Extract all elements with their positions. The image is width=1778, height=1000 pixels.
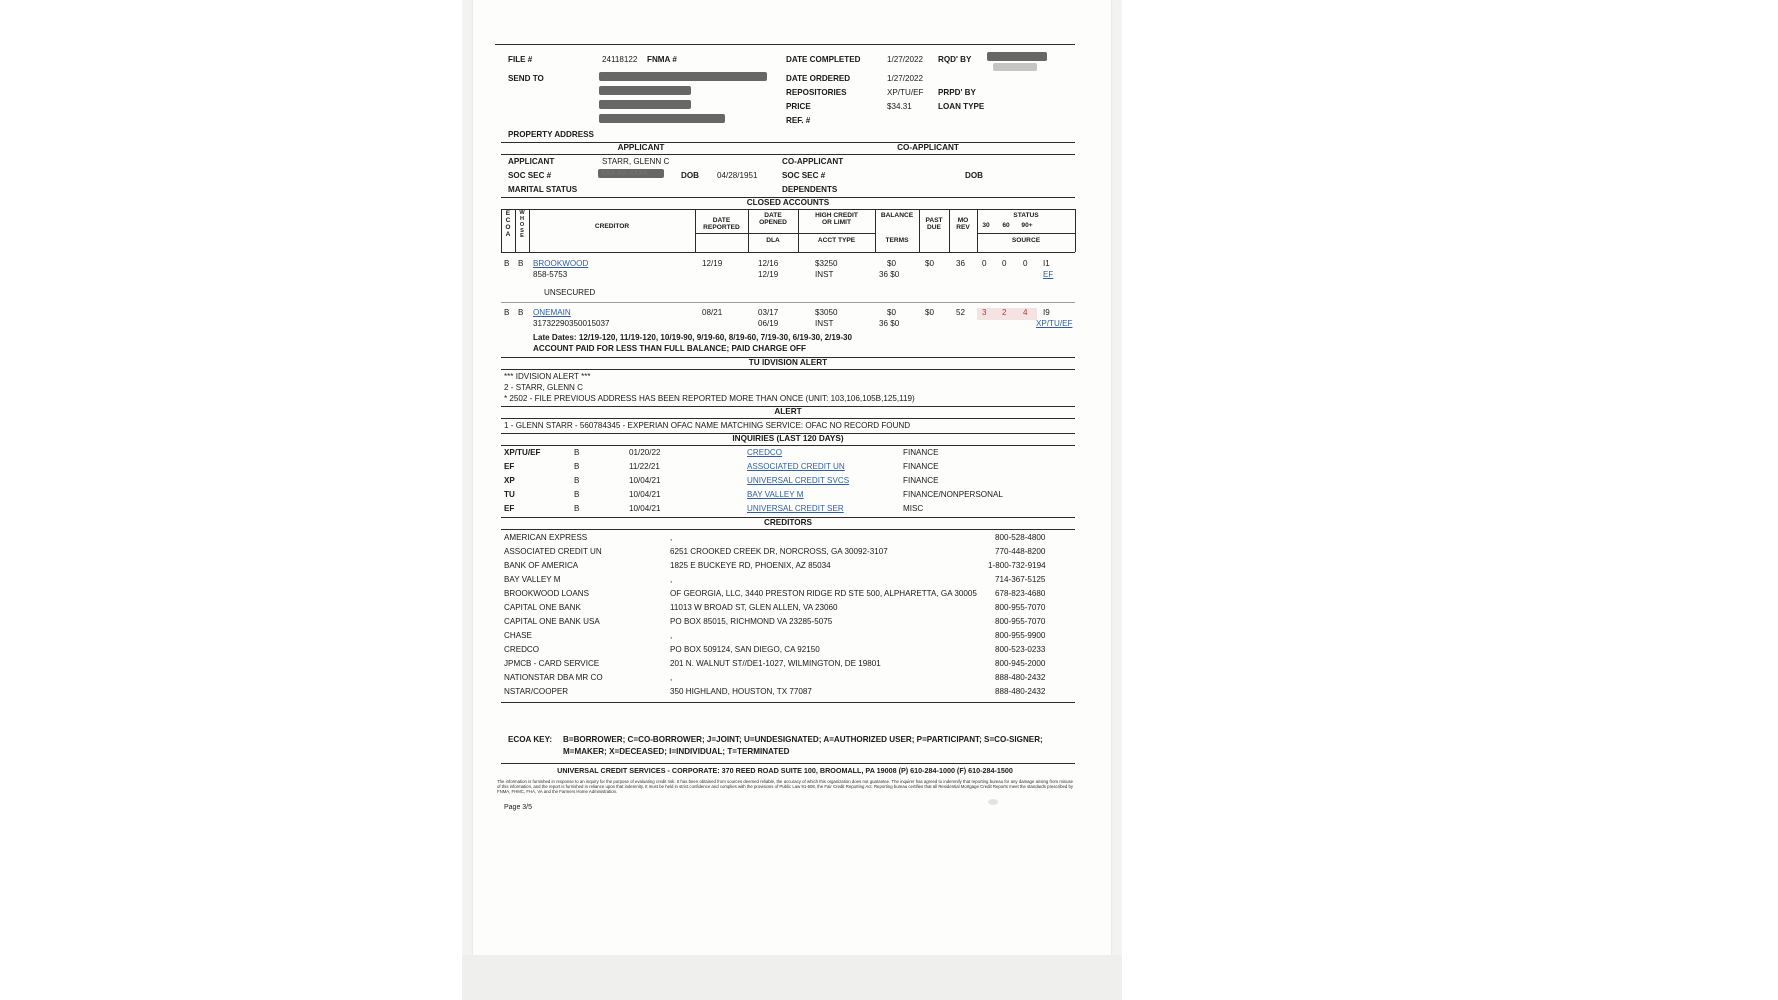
row-0-date-reported: 12/19	[702, 259, 723, 268]
creditor-0-phone: 800-528-4800	[995, 533, 1046, 542]
tu-alert-line-2: * 2502 - FILE PREVIOUS ADDRESS HAS BEEN REPORTED MORE THAN ONCE (UNIT: 103,106,105B,125,119)	[504, 394, 915, 403]
row-0-acct-type: INST	[815, 270, 834, 279]
scan-artifact	[988, 799, 998, 805]
inquiry-3-name[interactable]: BAY VALLEY M	[747, 490, 804, 499]
send-to-redaction-1	[599, 72, 767, 81]
row-1-whose: B	[518, 308, 524, 317]
inquiry-2-type: FINANCE	[903, 476, 939, 485]
prpd-by-label: PRPD' BY	[938, 88, 976, 97]
header-past-due: PAST DUE	[925, 217, 943, 231]
row-1-balance: $0	[887, 308, 897, 317]
tu-alert-band: TU IDVISION ALERT	[748, 358, 828, 367]
send-to-label: SEND TO	[508, 74, 544, 83]
row-0-note: UNSECURED	[544, 288, 596, 297]
row-1-date-opened: 03/17	[758, 308, 779, 317]
header-status: STATUS	[1013, 212, 1039, 219]
loan-type-label: LOAN TYPE	[938, 102, 985, 111]
divider-top	[495, 44, 1075, 45]
price-label: PRICE	[786, 102, 811, 111]
divider-inquiries-bottom	[501, 445, 1075, 446]
row-1-remark: ACCOUNT PAID FOR LESS THAN FULL BALANCE; PAID CHARGE OFF	[533, 344, 806, 353]
file-number-value: 24118122	[602, 55, 638, 64]
creditor-0-name: AMERICAN EXPRESS	[504, 533, 588, 542]
header-60: 60	[1002, 222, 1010, 229]
ecoa-key-line-2: M=MAKER; X=DECEASED; I=INDIVIDUAL; T=TERMINATED	[563, 747, 790, 756]
row-0-balance: $0	[887, 259, 897, 268]
row-1-mo-rev: 52	[956, 308, 966, 317]
header-source: SOURCE	[1011, 237, 1041, 244]
creditor-11-address: 350 HIGHLAND, HOUSTON, TX 77087	[670, 687, 812, 696]
creditor-6-address: PO BOX 85015, RICHMOND VA 23285-5075	[670, 617, 833, 626]
ecoa-key-line-1: B=BORROWER; C=CO-BORROWER; J=JOINT; U=UNDESIGNATED; A=AUTHORIZED USER; P=PARTICIPANT; S=CO-SIGNER;	[563, 735, 1043, 744]
date-ordered-value: 1/27/2022	[887, 74, 924, 83]
creditor-6-name: CAPITAL ONE BANK USA	[504, 617, 600, 626]
inquiry-3-bureau: TU	[504, 490, 515, 499]
applicant-label: APPLICANT	[508, 157, 555, 166]
row-1-dla: 06/19	[758, 319, 779, 328]
creditors-band: CREDITORS	[763, 518, 813, 527]
row-0-date-opened: 12/16	[758, 259, 779, 268]
creditor-10-name: NATIONSTAR DBA MR CO	[504, 673, 603, 682]
row-divider-0	[501, 302, 1075, 303]
inquiry-4-bureau: EF	[504, 504, 515, 513]
tu-alert-line-0: *** IDVISION ALERT ***	[504, 372, 591, 381]
creditor-11-name: NSTAR/COOPER	[504, 687, 569, 696]
inquiry-1-date: 11/22/21	[629, 462, 660, 471]
row-0-high-credit: $3250	[815, 259, 838, 268]
ref-label: REF. #	[786, 116, 811, 125]
send-to-redaction-2	[599, 86, 691, 95]
divider-tu-bottom	[501, 369, 1075, 370]
marital-status-label: MARITAL STATUS	[508, 185, 578, 194]
creditor-5-phone: 800-955-7070	[995, 603, 1046, 612]
creditor-4-phone: 678-823-4680	[995, 589, 1046, 598]
applicant-band: APPLICANT	[617, 143, 665, 152]
creditor-3-address: ,	[670, 575, 673, 584]
closed-accounts-band: CLOSED ACCOUNTS	[746, 198, 830, 207]
repositories-value: XP/TU/EF	[887, 88, 924, 97]
creditor-10-address: ,	[670, 673, 673, 682]
row-0-account: 858-5753	[533, 270, 568, 279]
divider-creditors-bottom	[501, 529, 1075, 530]
creditor-9-phone: 800-945-2000	[995, 659, 1046, 668]
send-to-redaction-4	[599, 114, 725, 123]
creditor-11-phone: 888-480-2432	[995, 687, 1046, 696]
credit-report-page	[495, 30, 1095, 820]
date-completed-label: DATE COMPLETED	[786, 55, 861, 64]
creditor-8-phone: 800-523-0233	[995, 645, 1046, 654]
inquiry-2-bureau: XP	[504, 476, 515, 485]
ssn-label: SOC SEC #	[508, 171, 552, 180]
fnma-label: FNMA #	[647, 55, 677, 64]
row-0-terms: 36 $0	[879, 270, 900, 279]
divider-alert-bottom	[501, 418, 1075, 419]
row-1-30: 3	[982, 308, 987, 317]
page-number: Page 3/5	[504, 804, 533, 811]
creditor-1-name: ASSOCIATED CREDIT UN	[504, 547, 602, 556]
row-0-past-due: $0	[925, 259, 935, 268]
inquiry-0-date: 01/20/22	[629, 448, 661, 457]
inquiry-1-bureau: EF	[504, 462, 515, 471]
property-address-label: PROPERTY ADDRESS	[508, 130, 594, 139]
inquiry-1-type: FINANCE	[903, 462, 939, 471]
header-ecoa: E C O A	[505, 210, 511, 238]
scan-page-footer-area	[462, 955, 1122, 1000]
applicant-name: STARR, GLENN C	[602, 157, 670, 166]
rqd-by-redaction-2	[993, 63, 1037, 71]
table-head-bottom	[501, 252, 1075, 253]
inquiry-4-date: 10/04/21	[629, 504, 661, 513]
ssn-redacted-text: XXX-XX-XXXX	[601, 170, 648, 177]
creditor-4-address: OF GEORGIA, LLC, 3440 PRESTON RIDGE RD STE 500, ALPHARETTA, GA 30005	[670, 589, 977, 598]
dob-label: DOB	[681, 171, 699, 180]
price-value: $34.31	[887, 102, 912, 111]
row-1-account: 31732290350015037	[533, 319, 610, 328]
creditor-7-name: CHASE	[504, 631, 532, 640]
header-90: 90+	[1021, 222, 1033, 229]
row-1-creditor[interactable]: ONEMAIN	[533, 308, 571, 317]
file-number-label: FILE #	[508, 55, 533, 64]
creditor-1-phone: 770-448-8200	[995, 547, 1046, 556]
header-30: 30	[982, 222, 990, 229]
date-completed-value: 1/27/2022	[887, 55, 924, 64]
table-head-split	[695, 233, 875, 234]
coapplicant-label: CO-APPLICANT	[782, 157, 844, 166]
inquiry-4-ecoa: B	[574, 504, 580, 513]
creditor-6-phone: 800-955-7070	[995, 617, 1046, 626]
row-0-ecoa: B	[504, 259, 510, 268]
inquiries-band: INQUIRIES (LAST 120 DAYS)	[732, 434, 844, 443]
alert-line-0: 1 - GLENN STARR - 560784345 - EXPERIAN OFAC NAME MATCHING SERVICE: OFAC NO RECORD FOUND	[504, 421, 911, 430]
send-to-redaction-3	[599, 100, 691, 109]
header-acct-type: ACCT TYPE	[817, 237, 856, 244]
footer-disclaimer: The information is furnished in response to an inquiry for the purpose of evaluating credit risk. It has been obtained from sources deemed reliable, the accuracy of which this organization does not guarantee. The inquirer has agreed to indemnify that reporting bureau for any damage arising from misuse of this information, and the report is furnished in reliance upon that indemnity. It must be held in strict confidence and complies with the provisions of Public Law 91-508, the Fair Credit Reporting Act. Reporting bureau certifies that all Residential Mortgage Credit Reports meet the standards prescribed by FNMA, FHMC, FHA, VA and the Farmers Home Administration.	[497, 779, 1073, 795]
creditor-8-name: CREDCO	[504, 645, 540, 654]
rqd-by-label: RQD' BY	[938, 55, 972, 64]
divider-footer-top	[501, 763, 1075, 764]
row-1-status: I9	[1043, 308, 1050, 317]
tu-alert-line-1: 2 - STARR, GLENN C	[504, 383, 584, 392]
footer-company: UNIVERSAL CREDIT SERVICES - CORPORATE: 370 REED ROAD SUITE 100, BROOMALL, PA 19008 (P) 610-284-1000 (F) 610-284-1500	[557, 766, 1013, 775]
header-whose: W H O S E	[519, 210, 525, 240]
row-1-past-due: $0	[925, 308, 935, 317]
creditor-1-address: 6251 CROOKED CREEK DR, NORCROSS, GA 30092-3107	[670, 547, 888, 556]
row-0-mo-rev: 36	[956, 259, 966, 268]
row-0-90: 0	[1023, 259, 1028, 268]
row-0-source[interactable]: EF	[1043, 270, 1054, 279]
table-head-top	[501, 209, 1075, 210]
row-0-60: 0	[1002, 259, 1007, 268]
co-ssn-label: SOC SEC #	[782, 171, 826, 180]
creditor-2-name: BANK OF AMERICA	[504, 561, 579, 570]
creditor-4-name: BROOKWOOD LOANS	[504, 589, 589, 598]
header-high-credit: HIGH CREDIT OR LIMIT	[815, 212, 858, 226]
creditor-5-address: 11013 W BROAD ST, GLEN ALLEN, VA 23060	[670, 603, 838, 612]
inquiry-0-type: FINANCE	[903, 448, 939, 457]
inquiry-3-type: FINANCE/NONPERSONAL	[903, 490, 1003, 499]
creditor-9-name: JPMCB - CARD SERVICE	[504, 659, 600, 668]
inquiry-0-ecoa: B	[574, 448, 580, 457]
creditor-10-phone: 888-480-2432	[995, 673, 1046, 682]
header-creditor: CREDITOR	[594, 223, 630, 230]
creditor-3-name: BAY VALLEY M	[504, 575, 561, 584]
creditor-9-address: 201 N. WALNUT ST//DE1-1027, WILMINGTON, DE 19801	[670, 659, 881, 668]
row-1-late-dates: Late Dates: 12/19-120, 11/19-120, 10/19-90, 9/19-60, 8/19-60, 7/19-30, 6/19-30, 2/19-30	[533, 333, 853, 342]
row-0-whose: B	[518, 259, 524, 268]
header-balance: BALANCE	[880, 212, 914, 219]
inquiry-2-date: 10/04/21	[629, 476, 661, 485]
co-dob-label: DOB	[965, 171, 983, 180]
row-0-status: I1	[1043, 259, 1050, 268]
creditor-8-address: PO BOX 509124, SAN DIEGO, CA 92150	[670, 645, 820, 654]
row-1-ecoa: B	[504, 308, 510, 317]
dependents-label: DEPENDENTS	[782, 185, 838, 194]
inquiry-3-date: 10/04/21	[629, 490, 661, 499]
inquiry-0-name[interactable]: CREDCO	[747, 448, 783, 457]
tcol-10	[1075, 209, 1076, 252]
creditor-7-address: ,	[670, 631, 673, 640]
dob-value: 04/28/1951	[717, 171, 758, 180]
row-1-source[interactable]: XP/TU/EF	[1036, 319, 1073, 328]
date-ordered-label: DATE ORDERED	[786, 74, 851, 83]
creditor-2-address: 1825 E BUCKEYE RD, PHOENIX, AZ 85034	[670, 561, 831, 570]
row-1-90: 4	[1023, 308, 1028, 317]
row-1-acct-type: INST	[815, 319, 834, 328]
row-0-30: 0	[982, 259, 987, 268]
table-head-split-status	[977, 233, 1075, 234]
alert-band: ALERT	[774, 407, 802, 416]
inquiry-2-ecoa: B	[574, 476, 580, 485]
creditor-2-phone: 1-800-732-9194	[988, 561, 1046, 570]
header-terms: TERMS	[885, 237, 909, 244]
creditor-5-name: CAPITAL ONE BANK	[504, 603, 581, 612]
ecoa-key-label: ECOA KEY:	[508, 735, 553, 744]
inquiry-1-name[interactable]: ASSOCIATED CREDIT UN	[747, 462, 845, 471]
row-1-60: 2	[1002, 308, 1007, 317]
row-1-terms: 36 $0	[879, 319, 900, 328]
creditor-0-address: ,	[670, 533, 673, 542]
inquiry-0-bureau: XP/TU/EF	[504, 448, 541, 457]
inquiry-4-type: MISC	[903, 504, 924, 513]
inquiry-3-ecoa: B	[574, 490, 580, 499]
row-1-high-credit: $3050	[815, 308, 838, 317]
header-mo-rev: MO REV	[956, 217, 970, 231]
creditor-7-phone: 800-955-9900	[995, 631, 1046, 640]
header-date-opened: DATE OPENED	[759, 212, 787, 226]
divider-applicant-mid	[501, 154, 1075, 155]
row-0-dla: 12/19	[758, 270, 779, 279]
coapplicant-band: CO-APPLICANT	[897, 143, 959, 152]
inquiry-4-name[interactable]: UNIVERSAL CREDIT SER	[747, 504, 844, 513]
header-dla: DLA	[766, 237, 780, 244]
inquiry-2-name[interactable]: UNIVERSAL CREDIT SVCS	[747, 476, 850, 485]
repositories-label: REPOSITORIES	[786, 88, 847, 97]
row-1-date-reported: 08/21	[702, 308, 723, 317]
row-0-creditor[interactable]: BROOKWOOD	[533, 259, 589, 268]
creditor-3-phone: 714-367-5125	[995, 575, 1046, 584]
inquiry-1-ecoa: B	[574, 462, 580, 471]
header-date-reported: DATE REPORTED	[703, 217, 740, 231]
divider-creditors-end	[501, 702, 1075, 703]
rqd-by-redaction	[987, 52, 1047, 61]
